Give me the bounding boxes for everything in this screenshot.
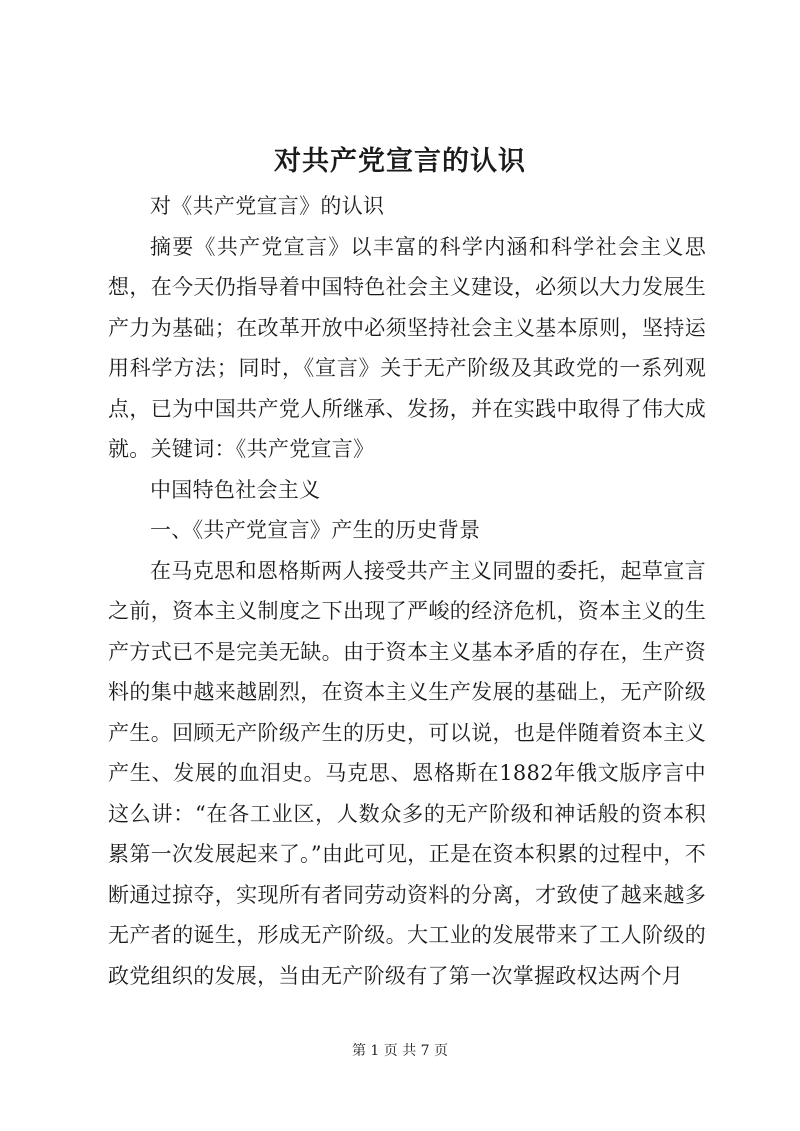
document-title: 对共产党宣言的认识 [274,146,526,177]
section-heading: 一、《共产党宣言》产生的历史背景 [150,518,481,542]
keyword-paragraph: 中国特色社会主义 [150,477,321,502]
subtitle-paragraph: 对《共产党宣言》的认识 [150,194,385,218]
abstract-paragraph: 摘要《共产党宣言》以丰富的科学内涵和科学社会主义思想，在今天仍指导着中国特色社会主义建设，必须以大力发展生产力为基础；在改革开放中必须坚持社会主义基本原则，坚持运用科学方法；同时，《宣言》关于无产阶级及其政党的一系列观点，已为中国共产党人所继承、发扬，并在实践中取得了伟大成就。关键词：《共产党宣言》 [108,234,706,461]
body-paragraph: 在马克思和恩格斯两人接受共产主义同盟的委托，起草宣言之前，资本主义制度之下出现了严峻的经济危机，资本主义的生产方式已不是完美无缺。由于资本主义基本矛盾的存在，生产资料的集中越来越剧烈，在资本主义生产发展的基础上，无产阶级产生。回顾无产阶级产生的历史，可以说，也是伴随着资本主义产生、发展的血泪史。马克思、恩格斯在1882年俄文版序言中这么讲：“在各工业区，人数众多的无产阶级和神话般的资本积累第一次发展起来了。”由此可见，正是在资本积累的过程中，不断通过掠夺，实现所有者同劳动资料的分离，才致使了越来越多无产者的诞生，形成无产阶级。大工业的发展带来了工人阶级的政党组织的发展，当由无产阶级有了第一次掌握政权达两个月 [108,558,706,988]
document-body [108,186,706,996]
page-footer: 第 1 页 共 7 页 [351,1043,449,1059]
